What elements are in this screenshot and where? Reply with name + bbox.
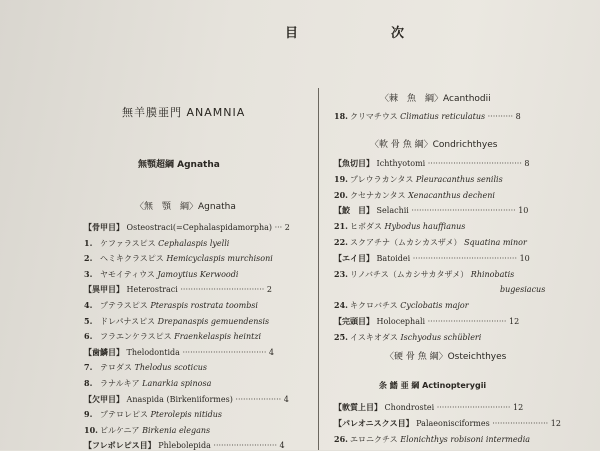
species-japanese-name: プレウラカンタス: [350, 174, 414, 184]
leader-dots: ·······························: [427, 317, 507, 326]
page-number: 8: [524, 159, 530, 168]
species-latin-name: Rhinobatis: [470, 269, 515, 279]
toc-species-row: [334, 332, 481, 343]
toc-order-row: [84, 347, 274, 358]
order-name: Phlebolepida: [158, 441, 211, 451]
order-label: 【鮫 目】: [334, 206, 374, 216]
entry-number: 10.: [84, 424, 98, 435]
species-japanese-name: リノバチス（ムカシサカタザメ）: [350, 269, 469, 279]
order-label: 【異甲目】: [84, 285, 124, 295]
page-number: 10: [519, 253, 530, 263]
toc-species-row: [84, 331, 261, 342]
anamnia-heading: 無羊膜亜門 ANAMNIA: [122, 106, 246, 119]
toc-order-row: [334, 402, 523, 413]
species-japanese-name: キクロバチス: [350, 301, 398, 311]
species-japanese-name: ドレパナスピス: [100, 316, 156, 326]
agnatha-class-heading: 〈無 顎 綱〉Agnatha: [135, 202, 236, 212]
entry-number: 23.: [334, 268, 348, 279]
species-japanese-name: フラエンケラスピス: [100, 332, 172, 342]
species-latin-name: Fraenkelaspis heintzi: [174, 332, 262, 342]
species-latin-name: Pleuracanthus senilis: [415, 174, 503, 184]
class-section-heading: 〈硬 骨 魚 綱〉Osteichthyes: [385, 352, 507, 362]
toc-species-row: [84, 253, 273, 264]
species-latin-name: Cyclobatis major: [400, 301, 469, 311]
order-name: Ichthyotomi: [376, 159, 426, 168]
leader-dots: ······················: [492, 418, 549, 428]
species-japanese-name: エロニクチス: [350, 434, 398, 444]
toc-order-row: [334, 253, 530, 264]
species-latin-name: Jamoytius Kerwoodi: [157, 269, 239, 279]
toc-species-row: [334, 190, 495, 201]
leader-dots: ·························: [213, 441, 277, 451]
species-latin-name: Ischyodus schübleri: [400, 332, 482, 342]
species-japanese-name: プテラスピス: [100, 301, 148, 310]
entry-number: 20.: [334, 189, 348, 200]
order-label: 【フレボレピス目】: [84, 441, 156, 451]
order-label: 【骨甲目】: [84, 223, 124, 232]
toc-species-row: [334, 111, 521, 122]
toc-order-row: [84, 222, 290, 233]
page-number: 12: [550, 418, 561, 428]
species-latin-name: bugesiacus: [500, 285, 546, 295]
leader-dots: ··················: [235, 394, 282, 404]
species-latin-name: Birkenia elegans: [142, 425, 211, 435]
species-japanese-name: イスキオダス: [350, 332, 398, 342]
order-name: Batoidei: [376, 253, 411, 263]
toc-species-row: [84, 238, 229, 249]
species-japanese-name: ヒボダス: [350, 222, 382, 232]
species-latin-name: Cephalaspis lyelli: [158, 238, 230, 248]
order-name: Palaeonisciformes: [416, 418, 490, 428]
leader-dots: ···: [274, 223, 283, 232]
toc-species-row: [84, 378, 211, 389]
order-name: Thelodontida: [126, 347, 180, 357]
order-name: Anaspida (Birkeniiformes): [126, 394, 233, 404]
species-latin-name: Lanarkia spinosa: [142, 379, 212, 388]
toc-order-row: [84, 440, 285, 451]
order-name: Chondrostei: [384, 403, 435, 412]
order-label: 【軟質上目】: [334, 403, 382, 412]
page-number: 8: [515, 112, 521, 121]
toc-species-row: [84, 409, 222, 420]
toc-species-row: [334, 237, 527, 248]
toc-species-row: [334, 221, 465, 232]
order-label: 【欠甲目】: [84, 394, 124, 404]
toc-species-row: [84, 269, 238, 280]
entry-number: 25.: [334, 331, 348, 342]
species-japanese-name: スクアチナ（ムカシカスザメ）: [350, 238, 462, 247]
species-japanese-name: ラナルキア: [100, 379, 140, 388]
entry-number: 21.: [334, 221, 348, 232]
species-latin-name: Elonichthys robisoni intermedia: [400, 434, 531, 444]
entry-number: 24.: [334, 300, 348, 311]
toc-order-row: [334, 418, 561, 429]
order-name: Heterostraci: [126, 285, 178, 295]
toc-order-row: [84, 394, 289, 405]
leader-dots: ·································: [182, 347, 267, 357]
page-title: 目 次: [285, 26, 445, 41]
entry-number: 1.: [84, 237, 93, 248]
toc-order-row: [334, 158, 530, 169]
species-latin-name: Xenacanthus decheni: [408, 190, 495, 200]
entry-number: 26.: [334, 433, 348, 444]
leader-dots: ·········································: [411, 206, 516, 216]
entry-number: 8.: [84, 378, 93, 388]
entry-number: 22.: [334, 237, 348, 247]
order-name: Selachii: [376, 206, 409, 216]
toc-continuation-row: [500, 284, 545, 295]
species-latin-name: Pteraspis rostrata toombsi: [150, 301, 258, 310]
class-section-heading: 条 鰭 亜 綱 Actinopterygii: [379, 381, 487, 390]
column-divider: [318, 88, 319, 450]
toc-species-row: [334, 269, 514, 280]
species-japanese-name: ヤモイティウス: [100, 269, 155, 279]
page-number: 4: [279, 441, 285, 451]
species-latin-name: Thelodus scoticus: [134, 363, 207, 373]
page-number: 2: [284, 223, 290, 232]
species-japanese-name: テロダス: [100, 363, 132, 373]
order-label: 【魚切目】: [334, 159, 374, 168]
species-japanese-name: ヘミキクラスピス: [100, 254, 164, 264]
entry-number: 2.: [84, 253, 93, 264]
entry-number: 9.: [84, 409, 93, 420]
species-japanese-name: ビルケニア: [100, 425, 140, 435]
species-latin-name: Climatius reticulatus: [400, 112, 486, 121]
toc-species-row: [334, 300, 469, 311]
entry-number: 6.: [84, 331, 93, 342]
leader-dots: ·········································: [412, 253, 518, 263]
leader-dots: ·····························: [436, 403, 511, 412]
order-name: Osteostraci(=Cephalaspidamorpha): [126, 223, 273, 232]
entry-number: 4.: [84, 300, 93, 310]
leader-dots: ·································: [180, 285, 265, 295]
species-latin-name: Pterolepis nitidus: [150, 410, 223, 420]
leader-dots: ·····································: [427, 159, 522, 168]
toc-species-row: [84, 425, 210, 436]
species-latin-name: Hybodus hauffianus: [384, 222, 466, 232]
toc-species-row: [84, 362, 207, 373]
species-japanese-name: クリマチウス: [350, 112, 398, 121]
species-japanese-name: プテロレピス: [100, 410, 148, 420]
order-label: 【エイ目】: [334, 253, 374, 263]
toc-species-row: [334, 174, 503, 185]
page-number: 10: [518, 206, 529, 216]
species-latin-name: Drepanaspis gemuendensis: [157, 316, 270, 326]
toc-order-row: [84, 284, 272, 295]
species-japanese-name: ケファラスピス: [100, 238, 156, 248]
species-japanese-name: クセナカンタス: [350, 190, 406, 200]
page-number: 2: [266, 285, 272, 295]
class-section-heading: 〈棘 魚 綱〉Acanthodii: [380, 94, 491, 104]
entry-number: 3.: [84, 268, 93, 279]
page-number: 4: [268, 347, 275, 357]
page-number: 4: [283, 394, 289, 404]
toc-species-row: [334, 434, 530, 445]
toc-species-row: [84, 300, 258, 311]
toc-species-row: [84, 316, 269, 327]
entry-number: 18.: [334, 111, 348, 121]
entry-number: 7.: [84, 362, 93, 373]
entry-number: 5.: [84, 315, 93, 326]
toc-order-row: [334, 205, 528, 216]
entry-number: 19.: [334, 173, 348, 184]
order-label: 【完頭目】: [334, 317, 374, 326]
agnatha-superclass-heading: 無顎超綱 Agnatha: [138, 160, 220, 170]
toc-order-row: [334, 316, 519, 327]
order-name: Holocephali: [376, 317, 426, 326]
species-latin-name: Squatina minor: [464, 238, 527, 247]
page-number: 12: [509, 317, 520, 326]
species-latin-name: Hemicyclaspis murchisoni: [166, 254, 273, 264]
leader-dots: ··········: [487, 112, 514, 121]
order-label: 【歯鱗目】: [84, 347, 124, 357]
page-number: 12: [513, 403, 524, 412]
class-section-heading: 〈軟 骨 魚 綱〉Condrichthyes: [370, 140, 498, 150]
order-label: 【パレオニスクス目】: [334, 418, 414, 428]
